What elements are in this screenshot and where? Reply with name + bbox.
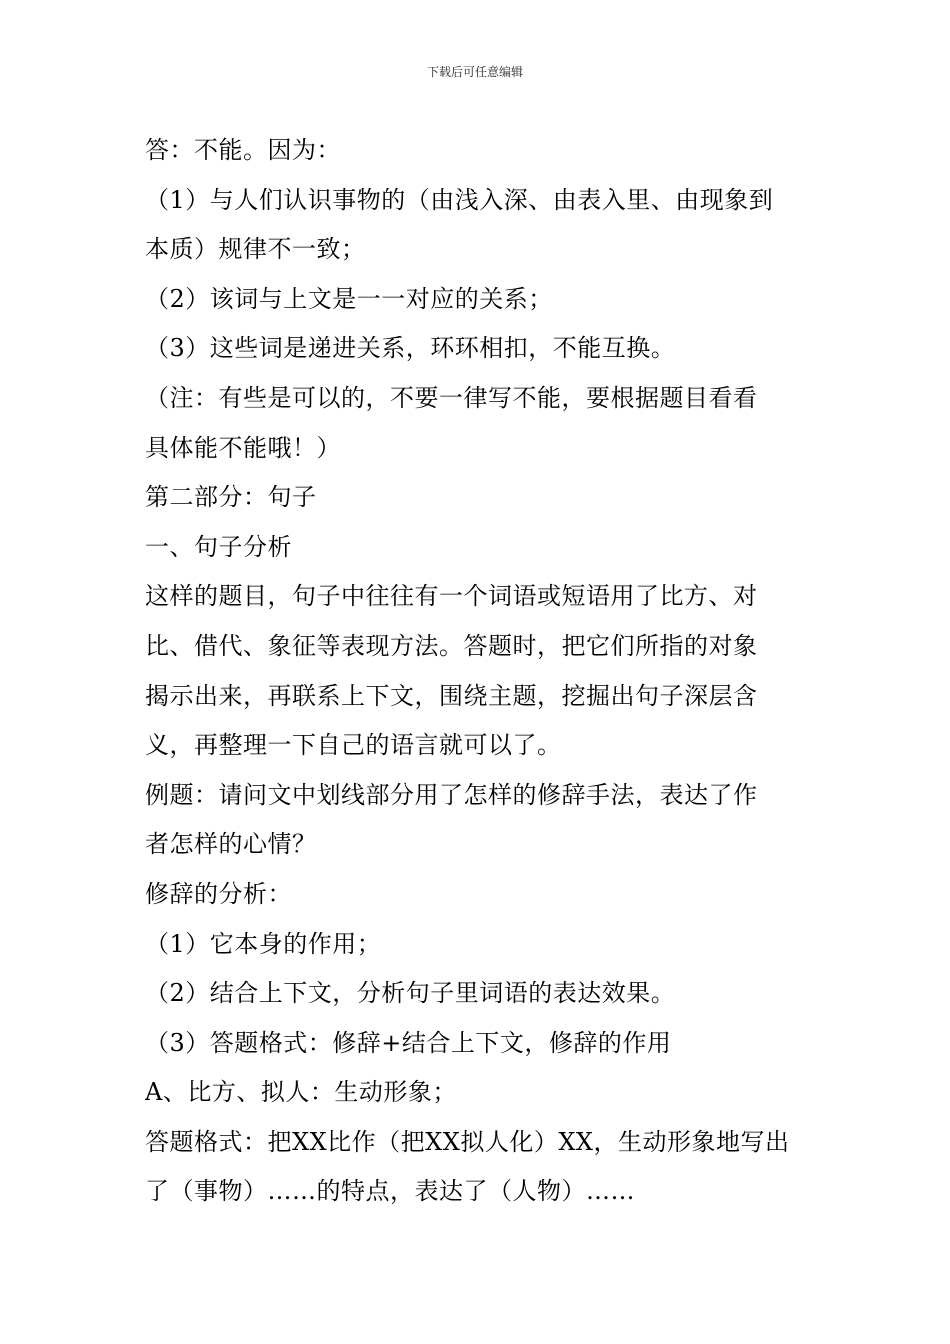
text-line: 具体能不能哦！） — [145, 433, 341, 462]
text-line: 义，再整理一下自己的语言就可以了。 — [145, 731, 562, 760]
text-line: 揭示出来，再联系上下文，围绕主题，挖掘出句子深层含 — [145, 681, 758, 710]
text-line: （2）该词与上文是一一对应的关系； — [145, 284, 553, 313]
text-line: 本质）规律不一致； — [145, 235, 366, 264]
text-line: 者怎样的心情？ — [145, 830, 317, 859]
text-line: 答题格式：把XX比作（把XX拟人化）XX，生动形象地写出 — [145, 1127, 790, 1156]
document-body — [145, 126, 807, 1217]
text-line: （2）结合上下文，分析句子里词语的表达效果。 — [145, 979, 676, 1008]
text-line: 比、借代、象征等表现方法。答题时，把它们所指的对象 — [145, 631, 758, 660]
page-header: 下载后可任意编辑 — [426, 65, 523, 79]
text-line: （3）答题格式：修辞+结合上下文，修辞的作用 — [145, 1028, 672, 1057]
text-line: 了（事物）……的特点，表达了（人物）…… — [145, 1177, 635, 1206]
text-line: 修辞的分析： — [145, 879, 292, 908]
text-line: 这样的题目，句子中往往有一个词语或短语用了比方、对 — [145, 582, 758, 611]
text-line: 例题：请问文中划线部分用了怎样的修辞手法，表达了作 — [145, 780, 758, 809]
text-line: （3）这些词是递进关系，环环相扣，不能互换。 — [145, 334, 676, 363]
text-line: （1）与人们认识事物的（由浅入深、由表入里、由现象到 — [145, 185, 774, 214]
text-line: A、比方、拟人：生动形象； — [145, 1078, 457, 1107]
section-heading: 第二部分：句子 — [145, 483, 317, 512]
text-line: （注：有些是可以的，不要一律写不能，要根据题目看看 — [145, 383, 758, 412]
text-line: （1）它本身的作用； — [145, 929, 382, 958]
text-line: 答：不能。因为： — [145, 136, 341, 164]
subsection-heading: 一、句子分析 — [145, 532, 292, 561]
